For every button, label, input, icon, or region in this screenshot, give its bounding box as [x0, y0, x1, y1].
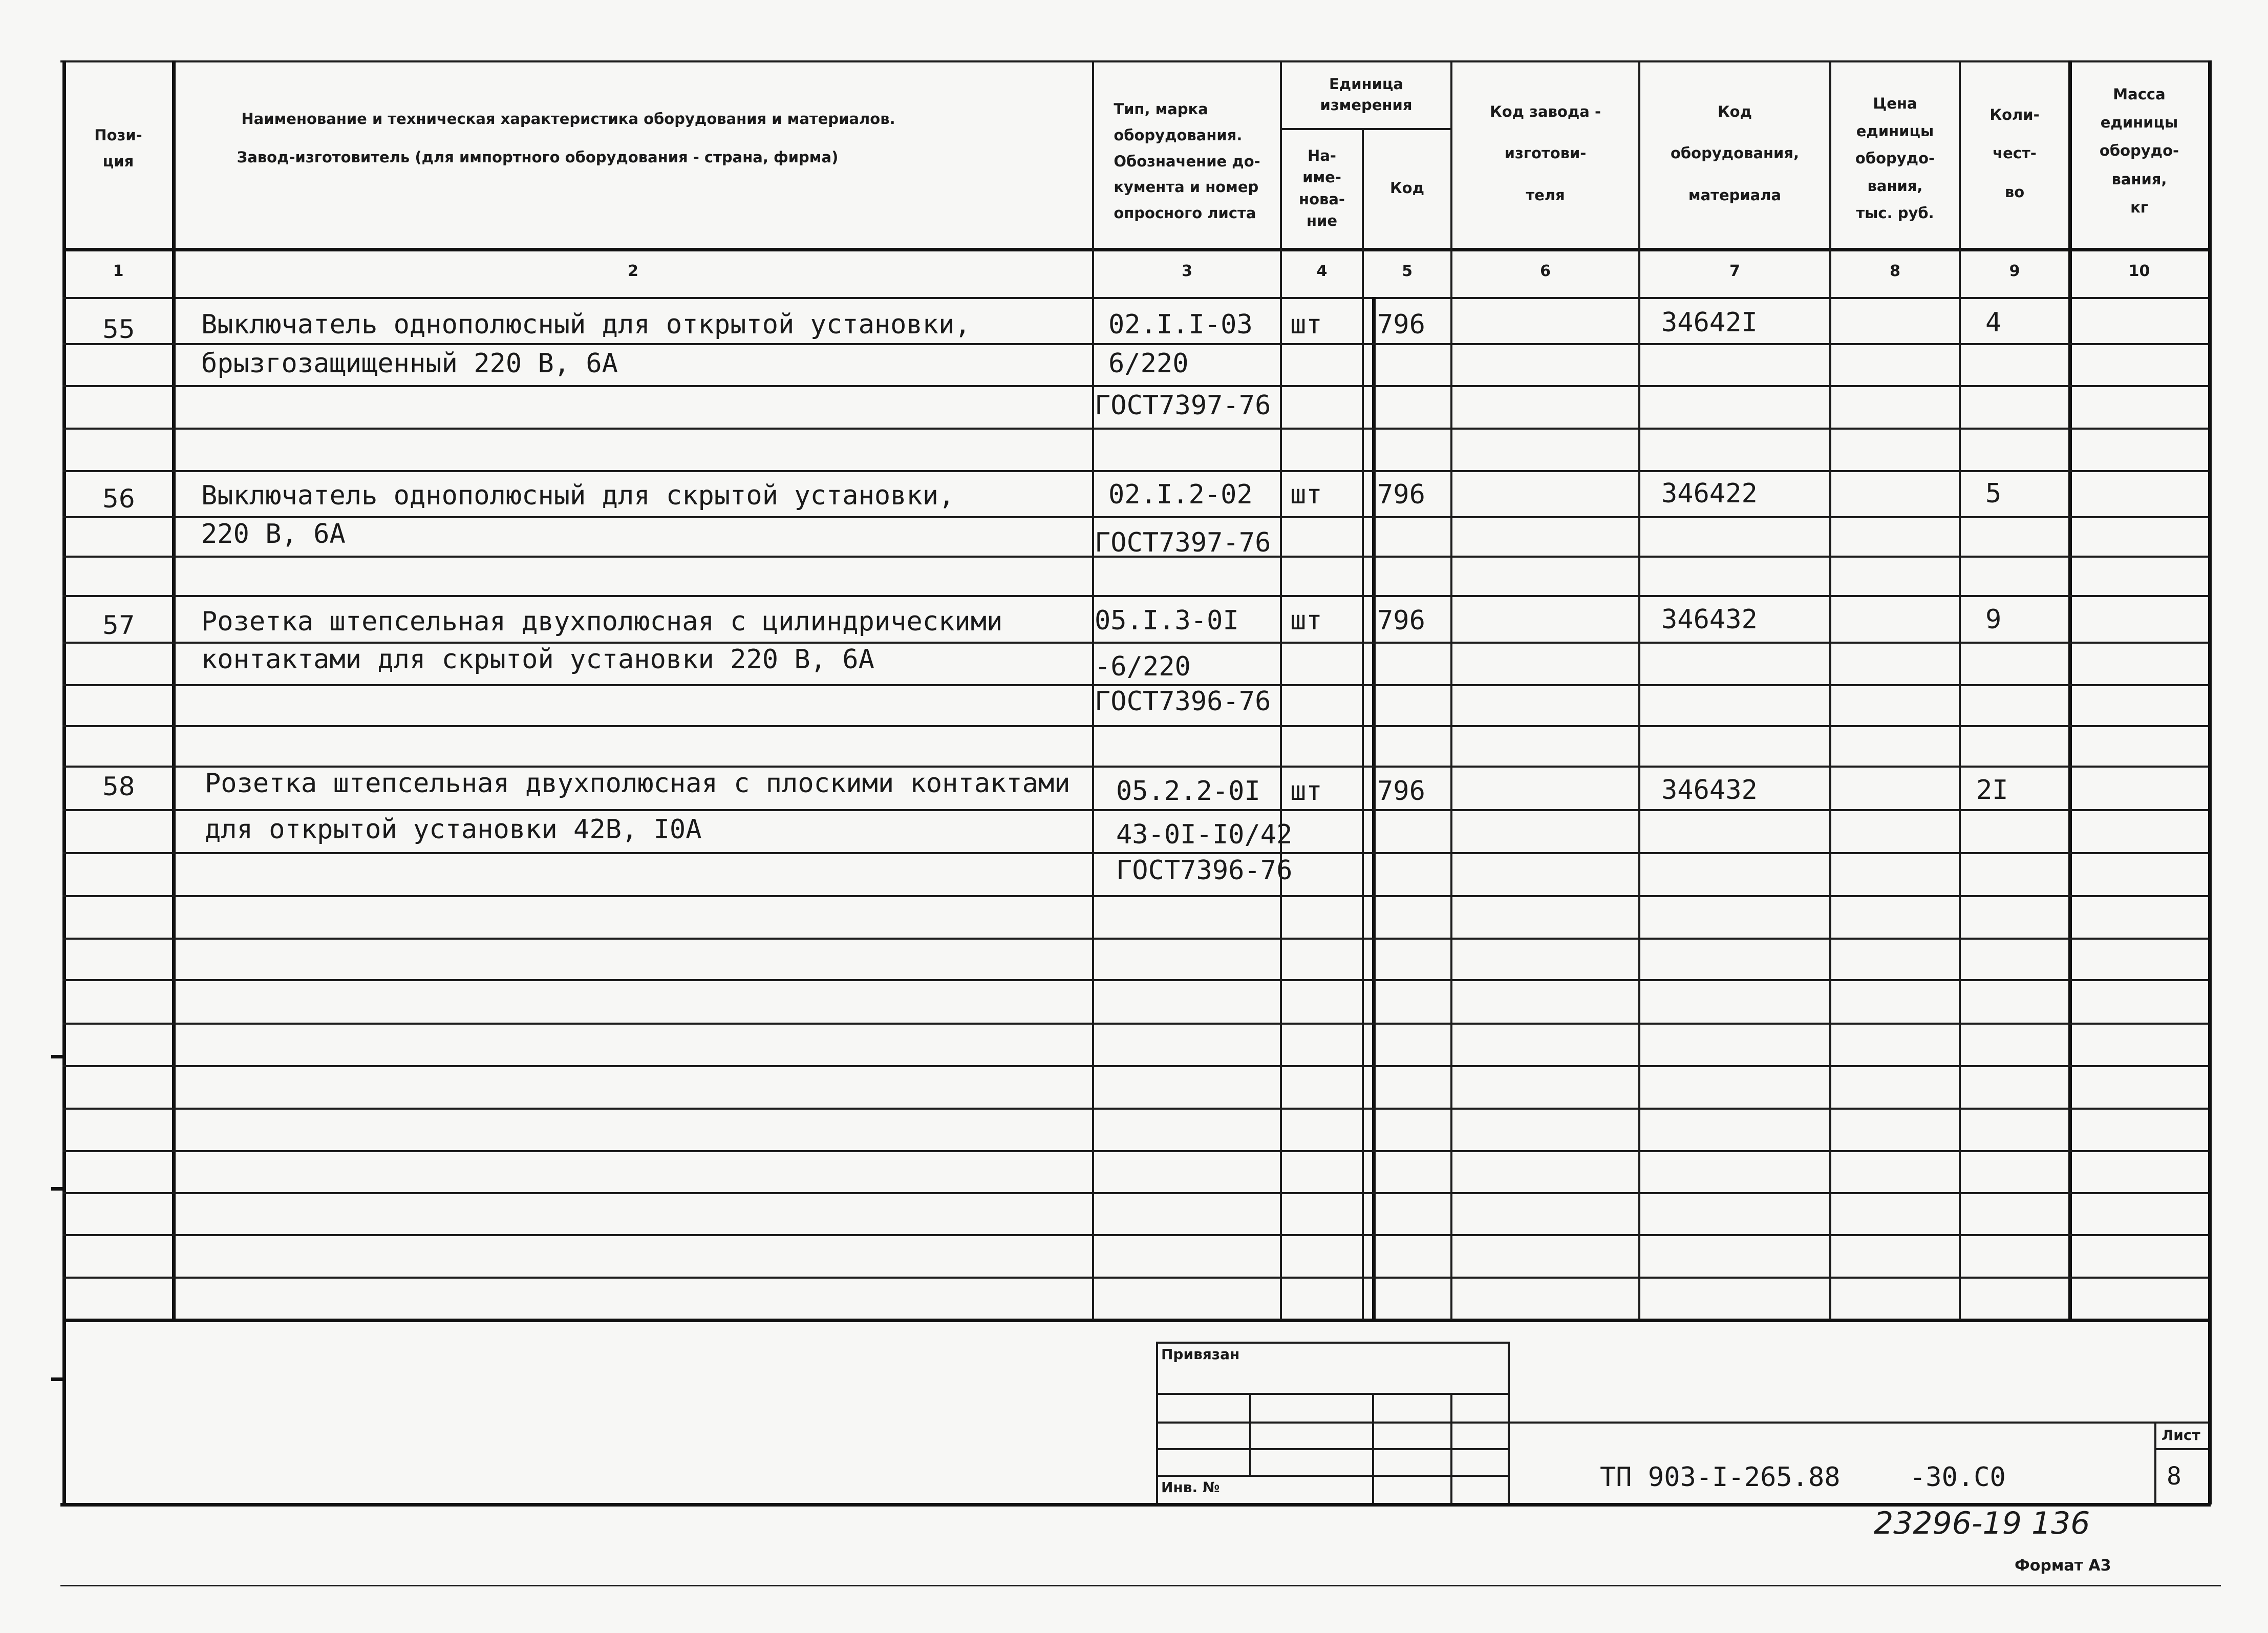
header-equipment-code-label: Код оборудования, материала [1670, 103, 1800, 204]
header-price-label: Цена единицы оборудо- вания, тыс. руб. [1855, 94, 1935, 222]
col-line-1 [172, 60, 176, 1320]
margin-tick [51, 1187, 62, 1191]
header-factory-code-label: Код завода - изготови- теля [1490, 103, 1601, 204]
header-quantity-label: Коли- чест- во [1989, 105, 2040, 201]
stamp-line [1156, 1448, 1509, 1450]
col-line-8 [1829, 60, 1831, 1320]
row-type-line2: 6/220 [1108, 348, 1189, 379]
row-line [62, 1234, 2208, 1236]
header-unit-group [1282, 64, 1450, 125]
row-type-line3: ГОСТ7397-76 [1095, 390, 1271, 421]
header-quantity [1961, 92, 2068, 215]
row-line [62, 895, 2208, 897]
row-unit: шт [1290, 776, 1322, 807]
stamp-inv-label: Инв. № [1161, 1479, 1220, 1496]
stamp-line [1450, 1393, 1452, 1503]
colnum-8: 8 [1890, 262, 1900, 280]
document-code: ТП 903-I-265.88 [1600, 1462, 1841, 1493]
row-type-line2: ГОСТ7397-76 [1095, 527, 1271, 558]
row-line [62, 1192, 2208, 1194]
handwritten-number: 23296-19 136 [1874, 1505, 2090, 1541]
row-unit: шт [1290, 605, 1322, 636]
row-quantity: 9 [1985, 604, 2002, 635]
row-type-line3: ГОСТ7396-76 [1095, 686, 1271, 717]
header-mass-label: Масса единицы оборудо- вания, кг [2099, 86, 2179, 216]
margin-tick [51, 1377, 62, 1381]
row-type-line1: 02.I.I-03 [1108, 309, 1253, 340]
header-factory-code [1452, 92, 1638, 215]
row-position: 56 [102, 484, 135, 514]
header-unit-code [1364, 131, 1450, 246]
header-unit-group-label: Единица измерения [1320, 75, 1413, 114]
colnum-1: 1 [113, 262, 124, 280]
header-unit-code-label: Код [1389, 179, 1425, 197]
stamp-line [1372, 1393, 1374, 1503]
header-type-label: Тип, марка оборудования. Обозначение до- кумента и номер опросного листа [1114, 100, 1260, 222]
stamp-line [1156, 1422, 1509, 1424]
row-name-line1: Выключатель однополюсный для открытой установки, [201, 309, 971, 340]
colnum-3: 3 [1182, 262, 1192, 280]
sheet-label: Лист [2162, 1427, 2200, 1444]
row-position: 57 [102, 610, 135, 640]
row-line [62, 1277, 2208, 1279]
row-line [62, 938, 2208, 940]
row-line [62, 343, 2208, 345]
row-line [62, 766, 2208, 768]
header-type [1094, 77, 1280, 246]
right-border [2208, 60, 2212, 1504]
top-border [60, 60, 2211, 62]
row-line [62, 1108, 2208, 1110]
row-type-line1: 05.2.2-0I [1116, 776, 1260, 807]
row-name-line1: Розетка штепсельная двухполюсная с цилиндрическими [201, 606, 1003, 637]
stamp-line [1249, 1393, 1251, 1475]
row-line [62, 809, 2208, 811]
row-equipment-code: 346432 [1661, 775, 1758, 805]
row-quantity: 2I [1976, 775, 2008, 805]
row-line [62, 595, 2208, 597]
colnum-4: 4 [1316, 262, 1328, 280]
title-block-line [2154, 1422, 2156, 1503]
row-line [62, 428, 2208, 430]
row-type-line1: 02.I.2-02 [1108, 479, 1253, 510]
colnum-5: 5 [1402, 262, 1413, 280]
row-line [62, 1065, 2208, 1067]
row-position: 55 [102, 314, 135, 344]
row-position: 58 [102, 772, 135, 801]
row-type-line3: ГОСТ7396-76 [1116, 855, 1293, 886]
stamp-privyazan-label: Привязан [1161, 1346, 1240, 1363]
col-line-4 [1362, 128, 1364, 1320]
header-price [1831, 82, 1959, 236]
row-equipment-code: 346422 [1661, 478, 1758, 509]
header-position [65, 102, 172, 195]
row-unit: шт [1290, 479, 1322, 510]
row-name-line1: Розетка штепсельная двухполюсная с плоскими контактами [205, 768, 1071, 799]
colnum-2: 2 [628, 262, 638, 280]
row-line [62, 385, 2208, 387]
col-line-6 [1450, 60, 1452, 1320]
header-bottom-line [62, 248, 2208, 251]
row-name-line2: для открытой установки 42В, I0А [205, 814, 702, 845]
row-unit-code: 796 [1377, 479, 1425, 510]
col-line-7 [1638, 60, 1640, 1320]
row-equipment-code: 346432 [1661, 604, 1758, 635]
stamp-line [1156, 1342, 1509, 1344]
row-line [62, 470, 2208, 472]
col-line-5 [1372, 297, 1376, 1320]
colnum-6: 6 [1540, 262, 1551, 280]
table-bottom-line [62, 1319, 2208, 1322]
header-unit-name [1282, 131, 1362, 246]
margin-tick [51, 1055, 62, 1058]
header-mass [2070, 72, 2208, 230]
colnum-7: 7 [1729, 262, 1740, 280]
row-line [62, 852, 2208, 854]
document-suffix: -30.C0 [1910, 1462, 2006, 1493]
row-line [62, 642, 2208, 644]
row-type-line2: 43-0I-I0/42 [1116, 819, 1293, 850]
colnum-9: 9 [2009, 262, 2020, 280]
colnum-10: 10 [2128, 262, 2150, 280]
row-name-line1: Выключатель однополюсный для скрытой установки, [201, 480, 955, 511]
title-block-line [1508, 1422, 2208, 1424]
stamp-line [1156, 1475, 1509, 1477]
header-unit-name-label: На- име- нова- ние [1299, 147, 1345, 229]
sheet-number: 8 [2167, 1462, 2181, 1491]
col-line-3 [1280, 60, 1282, 1320]
row-unit-code: 796 [1377, 776, 1425, 807]
row-equipment-code: 34642I [1661, 307, 1758, 338]
row-line [62, 979, 2208, 981]
row-line [62, 725, 2208, 727]
row-line [62, 1150, 2208, 1152]
row-quantity: 4 [1985, 307, 2002, 338]
row-unit-code: 796 [1377, 605, 1425, 636]
title-block-line [2154, 1448, 2208, 1450]
row-line [62, 516, 2208, 518]
row-name-line2: 220 В, 6А [201, 519, 346, 549]
row-type-line1: 05.I.3-0I [1095, 605, 1239, 636]
row-type-line2: -6/220 [1095, 651, 1191, 682]
header-equipment-code [1640, 92, 1829, 215]
header-name-line2: Завод-изготовитель (для импортного оборудования - страна, фирма) [237, 149, 839, 166]
row-quantity: 5 [1985, 478, 2002, 509]
header-name [174, 97, 962, 179]
colnum-bottom-line [62, 297, 2208, 299]
page-rule [60, 1585, 2221, 1586]
header-name-line1: Наименование и техническая характеристика оборудования и материалов. [241, 110, 895, 128]
row-name-line2: брызгозащищенный 220 В, 6А [201, 348, 618, 379]
col-line-10 [2068, 60, 2072, 1320]
row-unit-code: 796 [1377, 309, 1425, 340]
stamp-line [1156, 1393, 1509, 1395]
row-unit: шт [1290, 309, 1322, 340]
unit-group-line [1280, 128, 1450, 130]
col-line-2 [1092, 60, 1094, 1320]
row-line [62, 1023, 2208, 1025]
row-name-line2: контактами для скрытой установки 220 В, 6А [201, 644, 874, 675]
header-position-label: Пози- ция [94, 126, 142, 170]
col-line-9 [1959, 60, 1961, 1320]
format-label: Формат А3 [2015, 1557, 2111, 1575]
